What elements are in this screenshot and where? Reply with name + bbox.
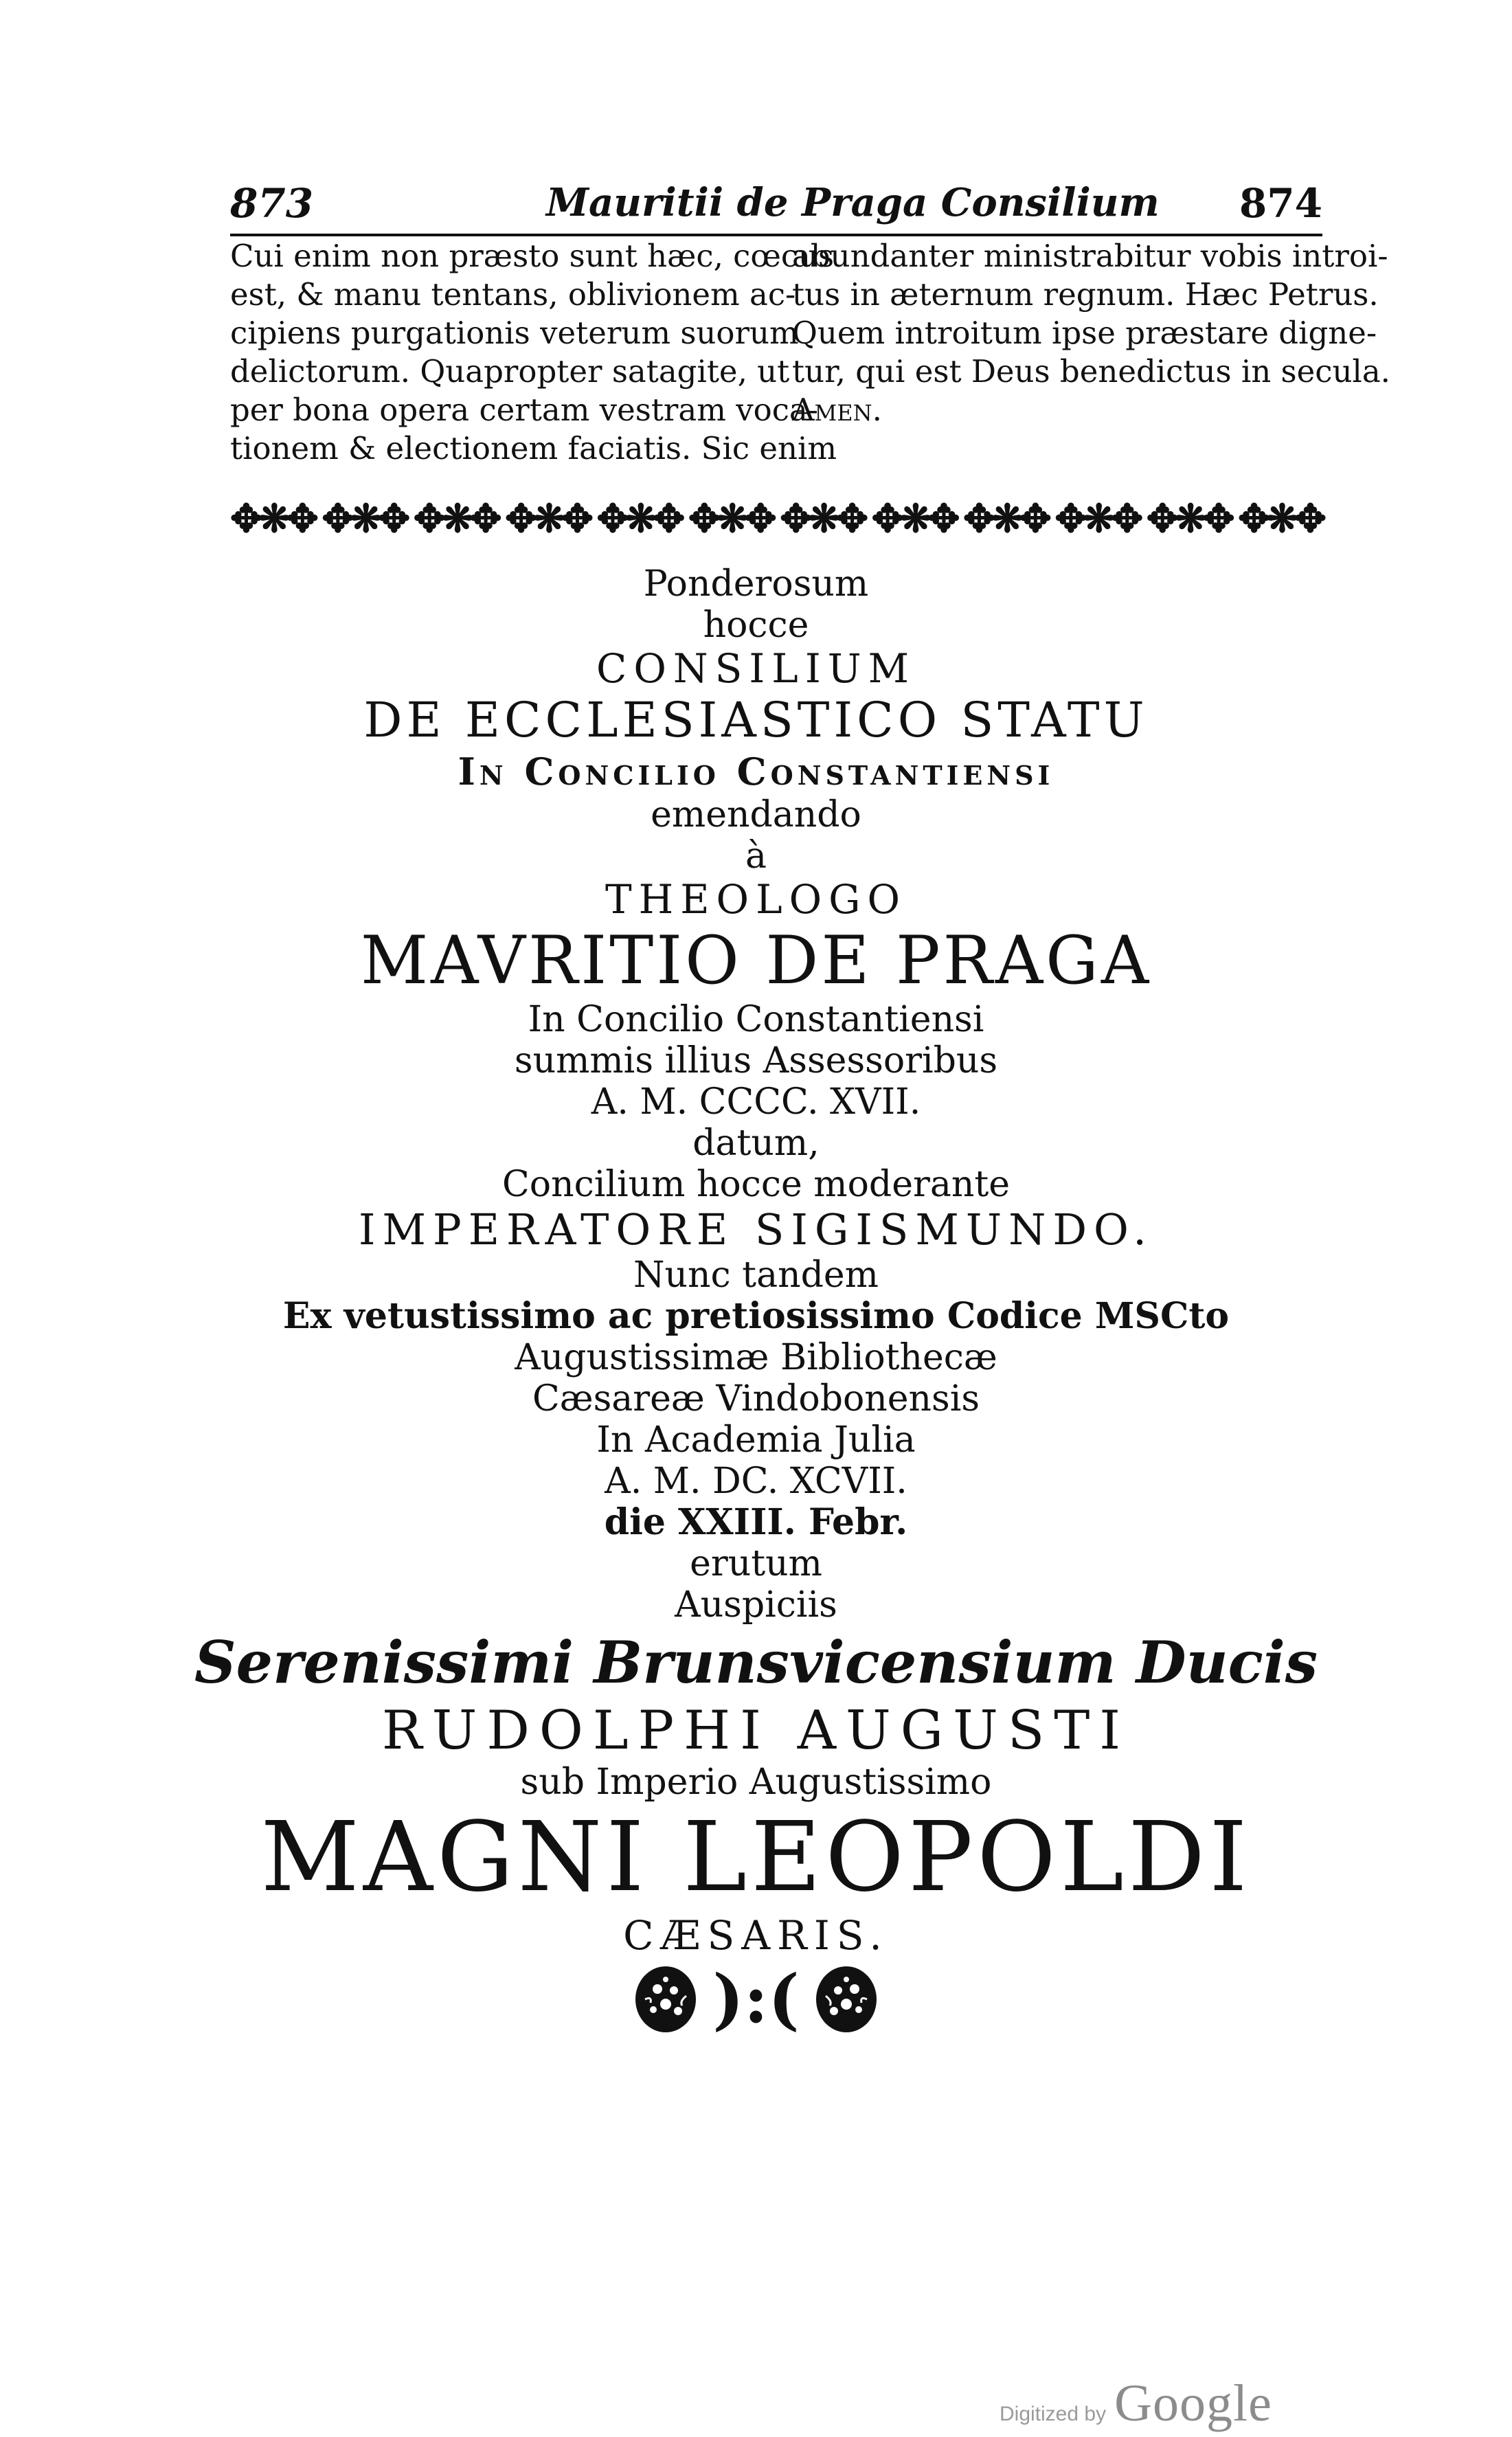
text-line: per bona opera certam vestram voca- [230, 392, 818, 428]
text-line: abundanter ministrabitur vobis introi- [792, 238, 1388, 274]
text-line: delictorum. Quapropter satagite, ut [230, 353, 790, 390]
ornament-glyph-icon: ✥❋✥ [688, 496, 773, 541]
ornament-glyph-icon: ✥❋✥ [596, 496, 681, 541]
ornament-glyph-icon: ✥❋✥ [1238, 496, 1322, 541]
title-line: summis illius Assessoribus [514, 1040, 998, 1081]
ornament-glyph-icon: ✥❋✥ [413, 496, 498, 541]
text-line: est, & manu tentans, oblivionem ac- [230, 276, 796, 313]
text-line: tionem & electionem faciatis. Sic enim [230, 430, 837, 467]
ornament-glyph-icon: ✥❋✥ [1054, 496, 1140, 541]
ornament-glyph-icon: ✥❋✥ [963, 496, 1048, 541]
text-line: Cui enim non præsto sunt hæc, cœcus [230, 238, 835, 274]
title-line: erutum [690, 1543, 822, 1584]
title-block [0, 563, 1512, 1958]
title-line: hocce [703, 605, 809, 646]
title-line: emendando [651, 794, 861, 835]
text-line: tur, qui est Deus benedictus in secula. [792, 353, 1390, 390]
title-line: Serenissimi Brunsvicensium Ducis [194, 1628, 1318, 1696]
title-line: CONSILIUM [596, 645, 916, 692]
title-line: A. M. DC. XCVII. [605, 1461, 907, 1502]
page-number-left: 873 [230, 180, 314, 227]
flower-ornament-icon [812, 1962, 881, 2037]
ornament-band [230, 495, 1322, 543]
text-line: Quem introitum ipse præstare digne- [792, 315, 1377, 351]
title-line: Augustissimæ Bibliothecæ [515, 1337, 997, 1378]
ornament-glyph-icon: ✥❋✥ [321, 496, 407, 541]
google-logo: Google [1114, 2374, 1272, 2432]
title-line: Ponderosum [643, 563, 869, 605]
title-line: die XXIII. Febr. [604, 1501, 908, 1543]
flower-ornament-icon [631, 1962, 700, 2037]
title-line: IMPERATORE SIGISMUNDO. [359, 1204, 1153, 1255]
title-line: DE ECCLESIASTICO STATU [363, 692, 1149, 748]
text-line: Amen. [792, 392, 882, 428]
title-line: Ex vetustissimo ac pretiosissimo Codice MSCto [282, 1295, 1230, 1337]
running-title: Mauritii de Praga Consilium [546, 180, 1160, 225]
digitized-watermark [1000, 2374, 1272, 2432]
title-line: MAVRITIO DE PRAGA [360, 922, 1152, 999]
end-ornament-symbol: ):( [712, 1960, 800, 2038]
title-line: In Academia Julia [596, 1419, 916, 1461]
title-line: RUDOLPHI AUGUSTI [381, 1700, 1131, 1762]
running-head [230, 180, 1322, 228]
title-line: Concilium hocce moderante [502, 1164, 1010, 1205]
ornament-glyph-icon: ✥❋✥ [505, 496, 589, 541]
header-rule [230, 234, 1322, 236]
title-line: Cæsareæ Vindobonensis [532, 1378, 980, 1419]
watermark-prefix: Digitized by [1000, 2403, 1107, 2425]
title-line: datum, [692, 1123, 820, 1164]
title-line: Auspiciis [675, 1584, 837, 1626]
title-line: Nunc tandem [633, 1255, 879, 1296]
ornament-glyph-icon: ✥❋✥ [1146, 496, 1231, 541]
title-line: sub Imperio Augustissimo [520, 1762, 992, 1803]
title-line: THEOLOGO [605, 876, 907, 923]
title-line: à [745, 835, 767, 877]
title-line: In Concilio Constantiensi [528, 999, 984, 1040]
title-line: CÆSARIS. [623, 1912, 889, 1959]
text-column-right [792, 237, 1390, 429]
text-line: cipiens purgationis veterum suorum [230, 315, 799, 351]
page-number-right: 874 [1239, 180, 1322, 227]
ornament-glyph-icon: ✥❋✥ [780, 496, 865, 541]
text-line: tus in æternum regnum. Hæc Petrus. [792, 276, 1379, 313]
end-ornament [0, 1962, 1512, 2040]
title-line: MAGNI LEOPOLDI [260, 1801, 1252, 1913]
ornament-glyph-icon: ✥❋✥ [871, 496, 956, 541]
ornament-glyph-icon: ✥❋✥ [230, 496, 315, 541]
title-line: In Concilio Constantiensi [458, 750, 1054, 794]
title-line: A. M. CCCC. XVII. [591, 1081, 921, 1123]
